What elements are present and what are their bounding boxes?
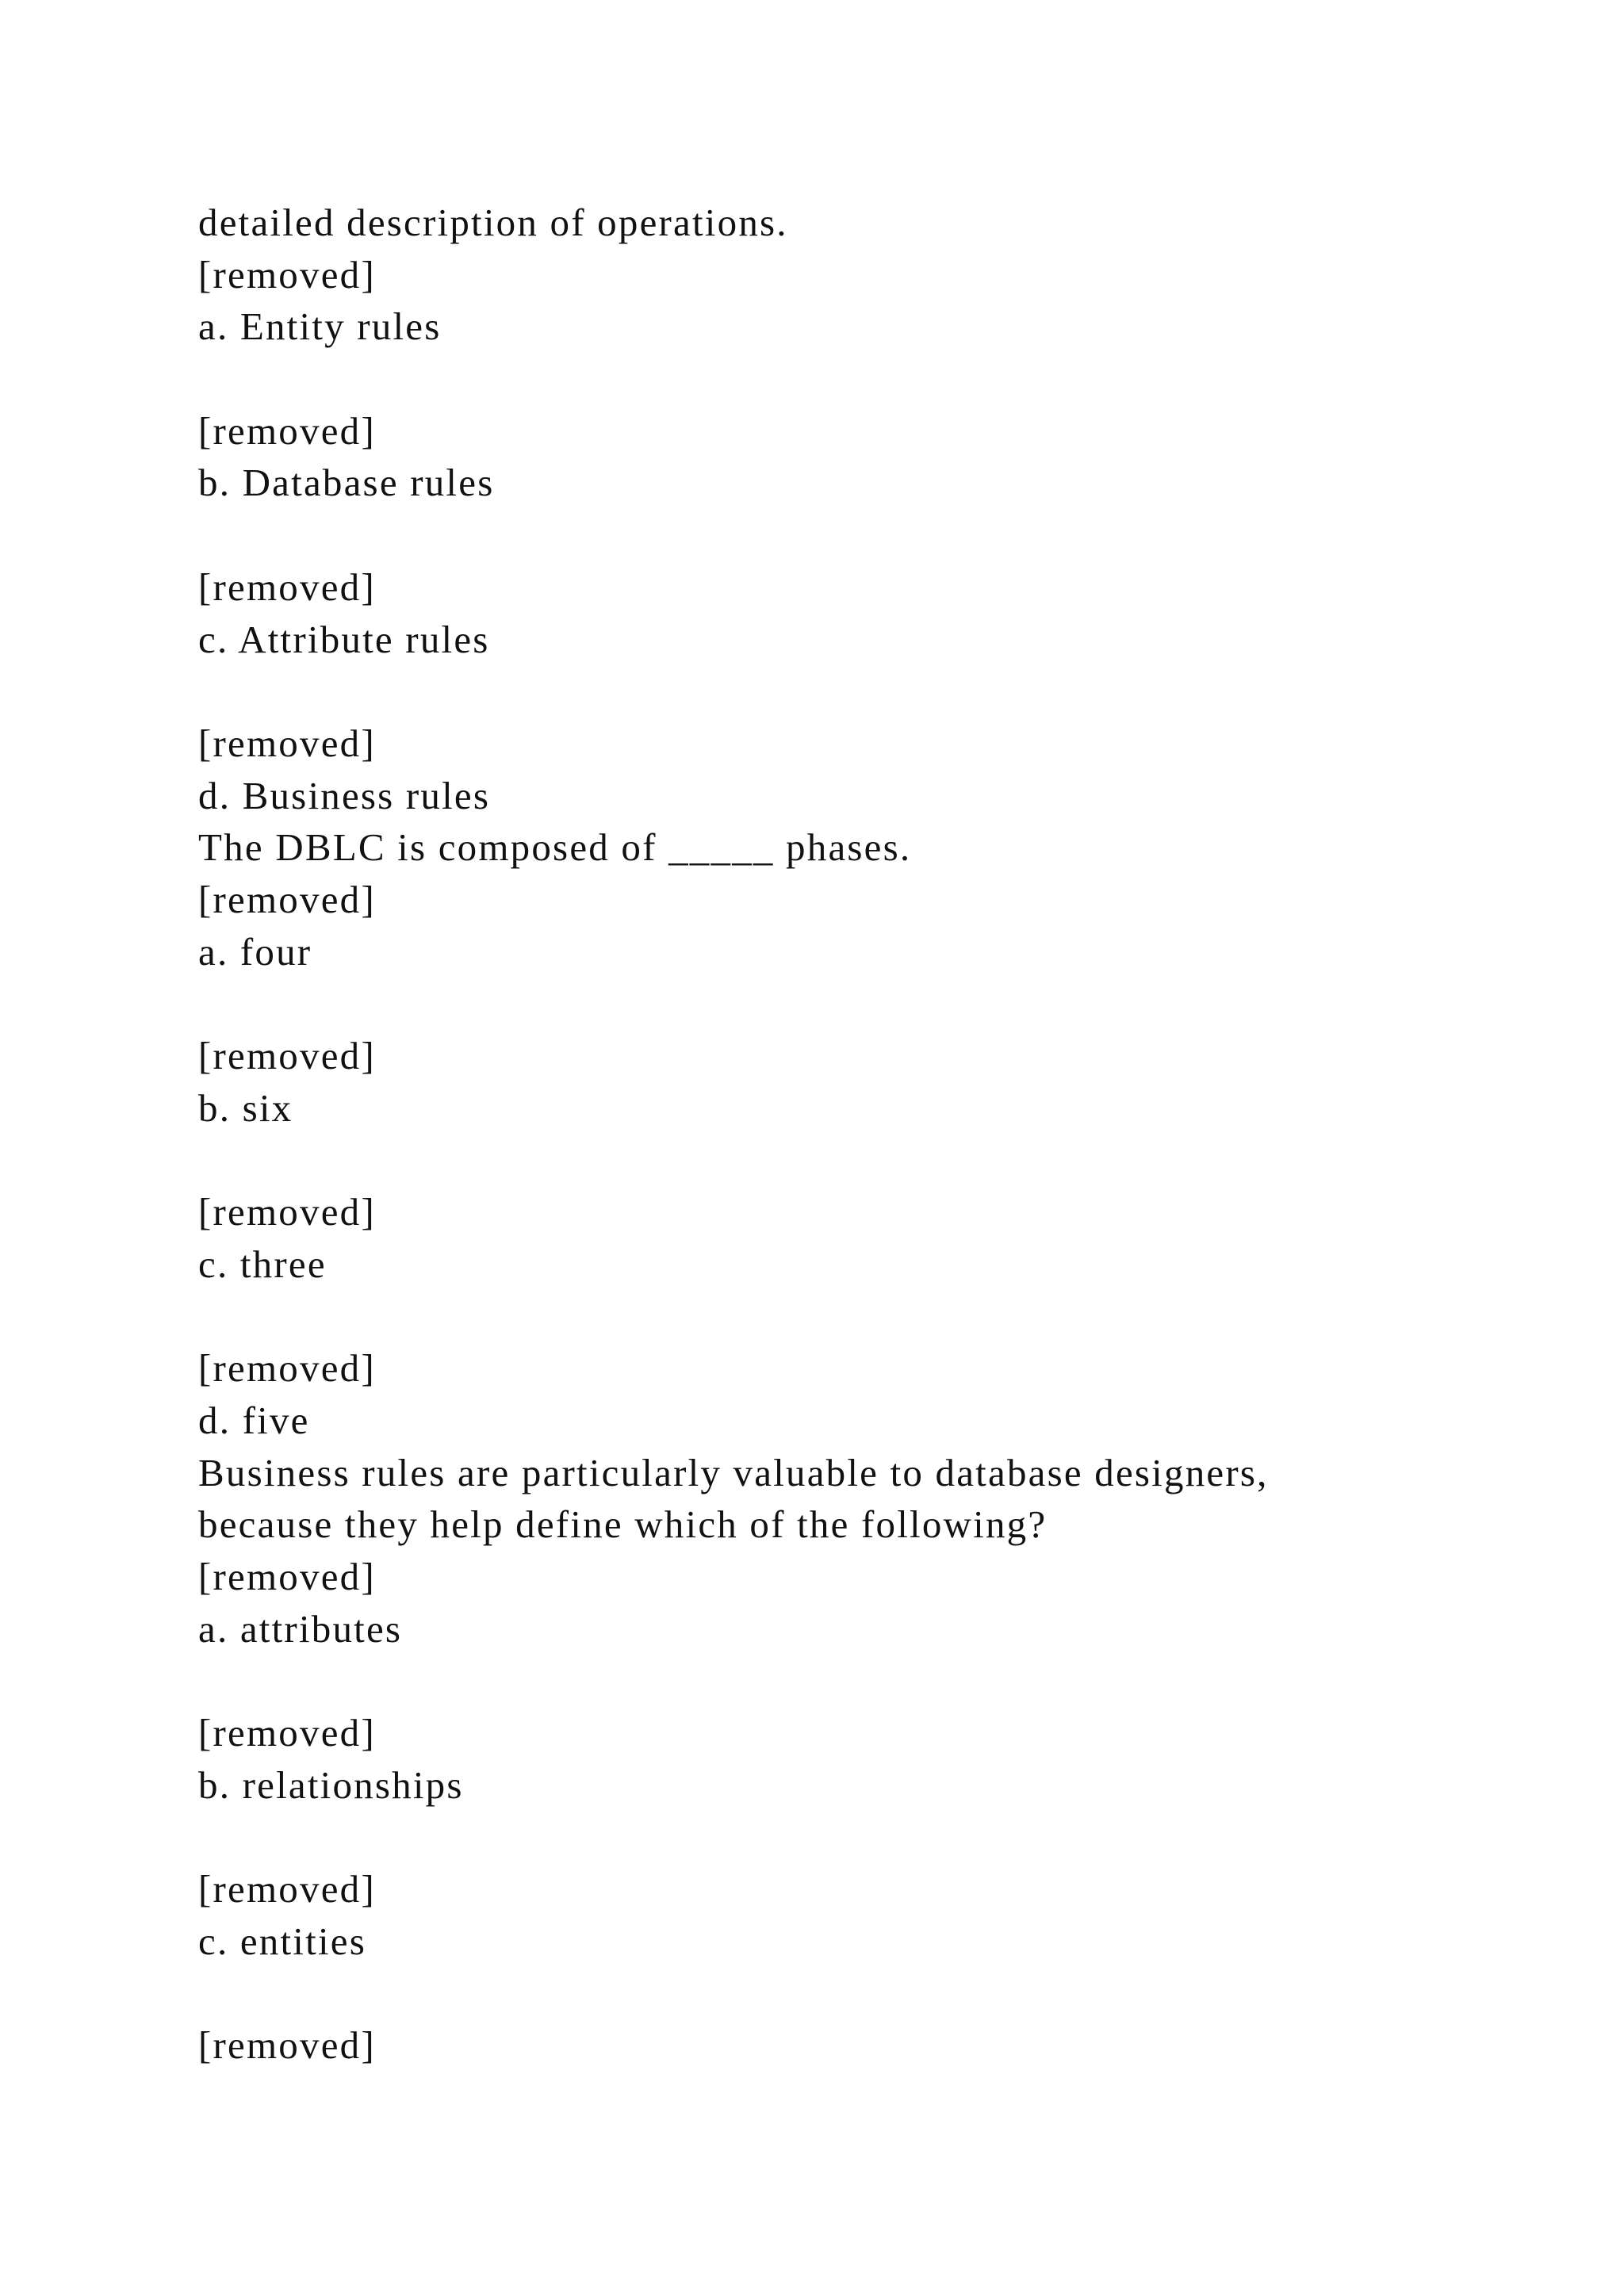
q2-option-c-label: c. three — [198, 1242, 327, 1286]
q3-option-c-marker: [removed] — [198, 1867, 376, 1911]
q3-option-c-label: c. entities — [198, 1919, 366, 1963]
spacer — [198, 509, 1507, 561]
q2-option-d-marker: [removed] — [198, 1346, 376, 1391]
spacer — [198, 1290, 1507, 1342]
q1-option-b-marker: [removed] — [198, 408, 376, 453]
spacer — [198, 1967, 1507, 2019]
q2-option-b-label: b. six — [198, 1085, 293, 1130]
q3-question-line-1: Business rules are particularly valuable to database designers, — [198, 1450, 1269, 1494]
spacer — [198, 1811, 1507, 1863]
q1-option-d-marker: [removed] — [198, 721, 376, 765]
q3-option-a-marker: [removed] — [198, 1554, 376, 1598]
q3-option-d-marker: [removed] — [198, 2023, 376, 2068]
q2-question-text: The DBLC is composed of _____ phases. — [198, 825, 912, 870]
q3-option-b-label: b. relationships — [198, 1762, 464, 1807]
document-body — [198, 197, 1507, 2072]
q2-option-c-marker: [removed] — [198, 1190, 376, 1234]
spacer — [198, 1655, 1507, 1707]
intro-text: detailed description of operations. — [198, 201, 788, 244]
q1-option-d-label: d. Business rules — [198, 773, 491, 817]
q2-option-b-marker: [removed] — [198, 1034, 376, 1077]
q3-option-b-marker: [removed] — [198, 1710, 376, 1755]
spacer — [198, 978, 1507, 1030]
q1-option-c-marker: [removed] — [198, 564, 376, 609]
q1-option-b-label: b. Database rules — [198, 461, 495, 505]
q2-option-d-label: d. five — [198, 1398, 310, 1442]
q2-option-a-marker: [removed] — [198, 877, 376, 921]
spacer — [198, 1134, 1507, 1186]
q3-option-a-label: a. attributes — [198, 1606, 403, 1651]
q1-option-c-label: c. Attribute rules — [198, 617, 490, 661]
q3-question-line-2: because they help define which of the following? — [198, 1502, 1048, 1547]
spacer — [198, 665, 1507, 718]
q1-option-a-label: a. Entity rules — [198, 304, 442, 349]
q1-option-a-marker: [removed] — [198, 252, 376, 297]
q2-option-a-label: a. four — [198, 929, 312, 974]
spacer — [198, 353, 1507, 405]
